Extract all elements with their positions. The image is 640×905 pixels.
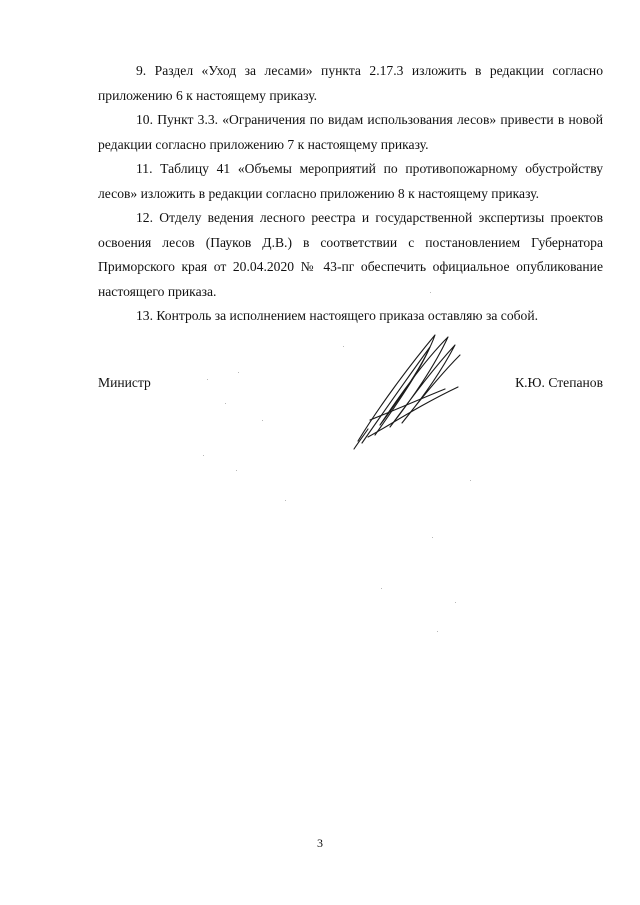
scan-speck [203,455,204,456]
paragraph-item-12: 12. Отделу ведения лесного реестра и государственной экспертизы проектов освоения лесов (Пауков Д.В.) в соответствии с постановлением Губернатора Приморского края от 20.04.2020 № 43-пг обеспечить официальное опубликование настоящего приказа. [98,210,603,299]
scan-speck [455,602,456,603]
scan-speck [470,480,471,481]
scan-speck [343,346,344,347]
scan-speck [285,500,286,501]
paragraph-item-11: 11. Таблицу 41 «Объемы мероприятий по противопожарному обустройству лесов» изложить в редакции согласно приложению 8 к настоящему приказу. [98,161,603,201]
scan-speck [238,372,239,373]
scan-speck [430,292,431,293]
scan-speck [437,631,438,632]
page-number: 3 [317,836,323,850]
signature-block [98,371,603,395]
paragraph-item-13: 13. Контроль за исполнением настоящего приказа оставляю за собой. [136,308,538,323]
paragraph-item-9: 9. Раздел «Уход за лесами» пункта 2.17.3 изложить в редакции согласно приложению 6 к настоящему приказу. [98,63,603,103]
scan-speck [225,403,226,404]
signer-name: К.Ю. Степанов [515,375,603,390]
order-text-body [98,59,603,329]
scan-speck [236,470,237,471]
scan-speck [432,537,433,538]
scan-speck [381,588,382,589]
signer-position: Министр [98,375,151,390]
paragraph-item-10: 10. Пункт 3.3. «Ограничения по видам использования лесов» привести в новой редакции согласно приложению 7 к настоящему приказу. [98,112,603,152]
scan-speck [207,379,208,380]
scan-speck [262,420,263,421]
